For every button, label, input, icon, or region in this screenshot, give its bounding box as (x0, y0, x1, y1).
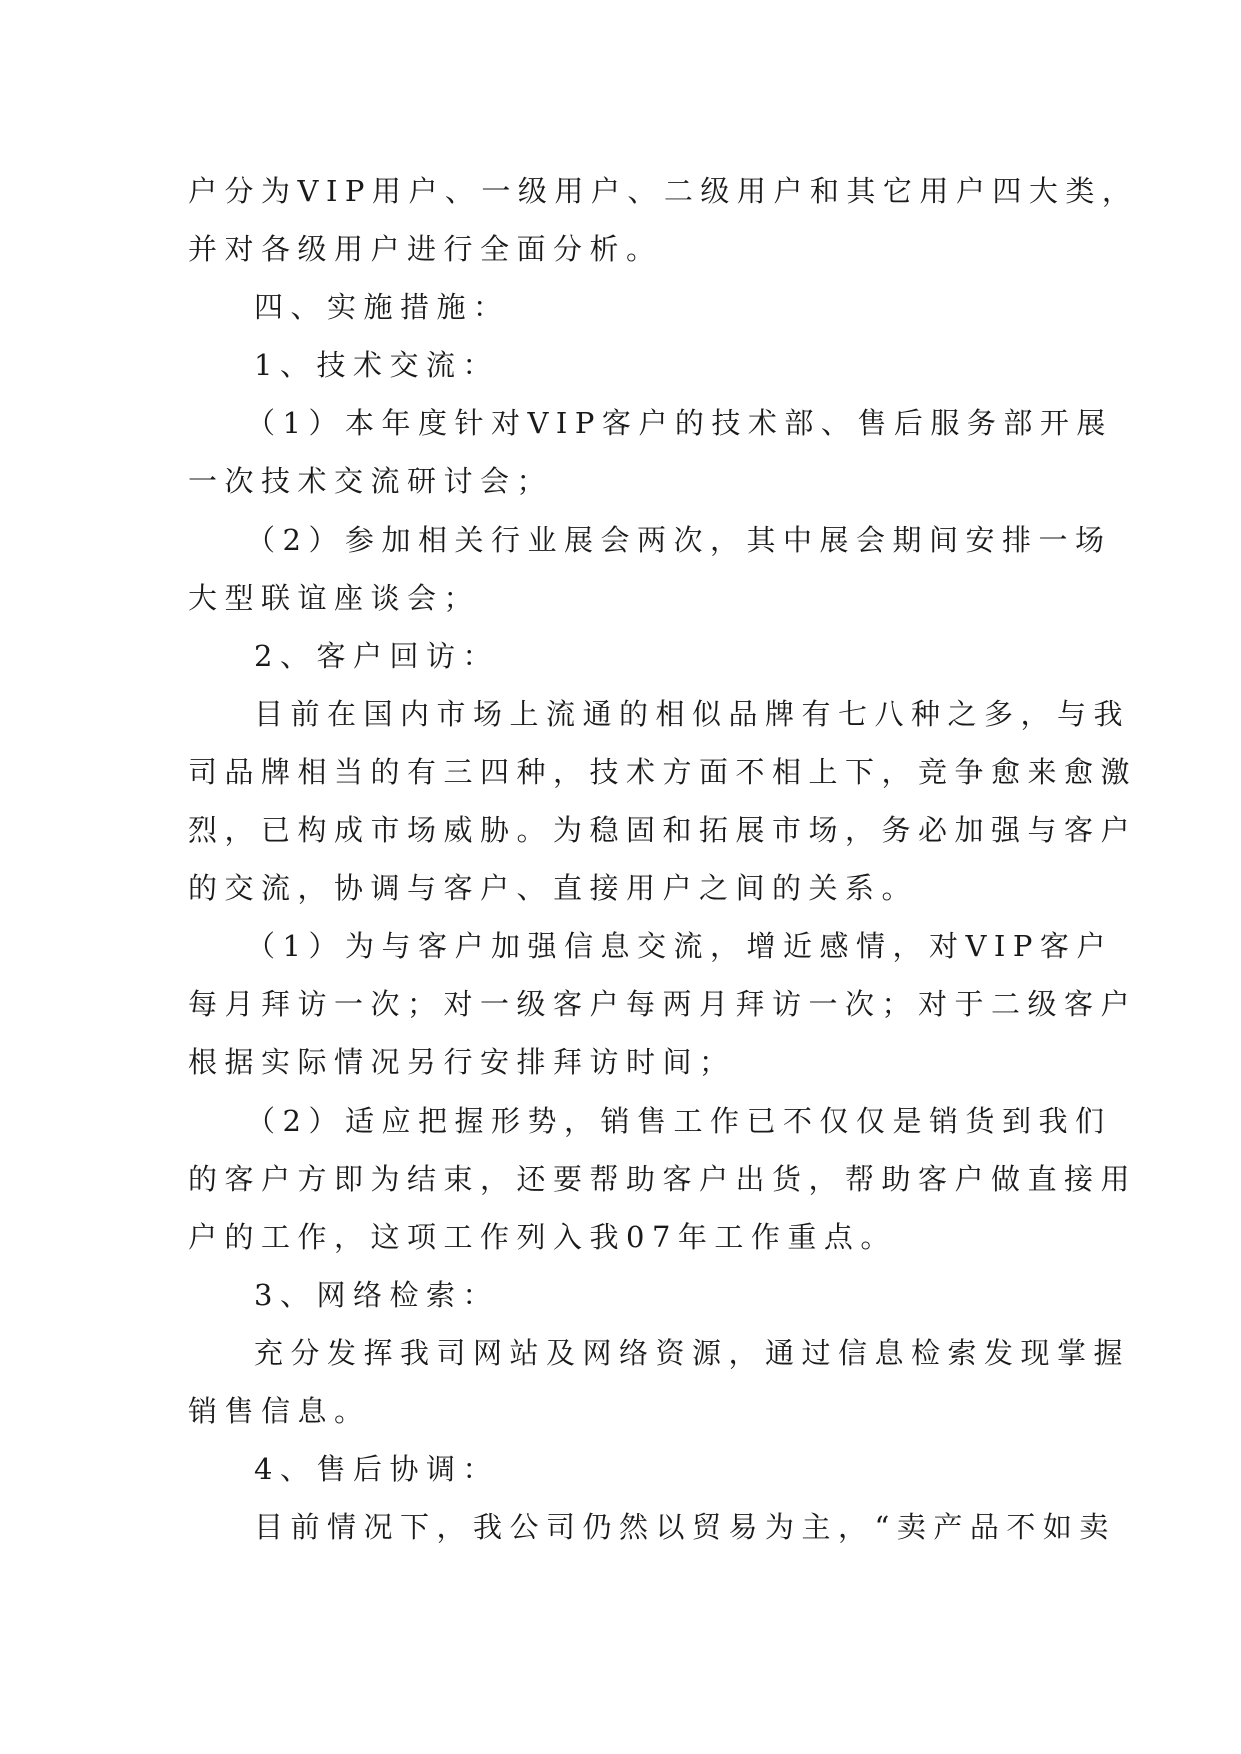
paragraph-tech-exchange-item-2 (188, 511, 1112, 627)
text-line: 大型联谊座谈会； (188, 580, 481, 615)
text-line: 销售信息。 (188, 1393, 371, 1428)
subsection-heading: 3、网络检索： (254, 1277, 499, 1312)
paragraph-network-search (188, 1324, 1131, 1440)
text-line: （1）为与客户加强信息交流，增近感情，对VIP客户 (246, 929, 1113, 964)
text-line: 每月拜访一次；对一级客户每两月拜访一次；对于二级客户 (188, 987, 1138, 1022)
text-line: 并对各级用户进行全面分析。 (188, 232, 663, 267)
text-line: 根据实际情况另行安排拜访时间； (188, 1045, 736, 1080)
text-line: 户分为VIP用户、一级用户、二级用户和其它用户四大类， (188, 174, 1139, 208)
text-line: 目前在国内市场上流通的相似品牌有七八种之多，与我 (254, 696, 1131, 731)
subsection-heading: 2、客户回访： (254, 638, 499, 673)
paragraph-visit-item-2 (188, 1092, 1138, 1266)
paragraph-tech-exchange-item-1 (188, 394, 1113, 510)
paragraph-market-situation (188, 685, 1138, 917)
text-line: （1）本年度针对VIP客户的技术部、售后服务部开展 (246, 406, 1113, 441)
text-line: 烈，已构成市场威胁。为稳固和拓展市场，务必加强与客户 (188, 813, 1138, 848)
text-line: 目前情况下，我公司仍然以贸易为主，“卖产品不如卖 (254, 1510, 1116, 1545)
text-line: 充分发挥我司网站及网络资源，通过信息检索发现掌握 (254, 1335, 1131, 1370)
heading-after-sales (188, 1440, 1050, 1498)
text-line: （2）适应把握形势，销售工作已不仅仅是销货到我们 (246, 1103, 1112, 1138)
heading-network-search (188, 1266, 1050, 1324)
text-line: 户的工作，这项工作列入我07年工作重点。 (188, 1219, 897, 1254)
subsection-heading: 1、技术交流： (254, 348, 499, 383)
heading-implementation-measures (188, 278, 1050, 336)
subsection-heading: 4、售后协调： (254, 1452, 499, 1487)
paragraph-after-sales (188, 1498, 1116, 1556)
text-line: 的交流，协调与客户、直接用户之间的关系。 (188, 871, 919, 906)
paragraph-user-classification (188, 162, 1139, 278)
document-body (188, 162, 1139, 1556)
text-line: 一次技术交流研讨会； (188, 464, 554, 499)
section-heading: 四、实施措施： (254, 290, 510, 325)
paragraph-visit-item-1 (188, 917, 1138, 1091)
heading-customer-visits (188, 627, 1050, 685)
text-line: 的客户方即为结束，还要帮助客户出货，帮助客户做直接用 (188, 1161, 1138, 1196)
heading-technical-exchange (188, 336, 1050, 394)
text-line: （2）参加相关行业展会两次，其中展会期间安排一场 (246, 522, 1112, 557)
text-line: 司品牌相当的有三四种，技术方面不相上下，竞争愈来愈激 (188, 754, 1138, 789)
